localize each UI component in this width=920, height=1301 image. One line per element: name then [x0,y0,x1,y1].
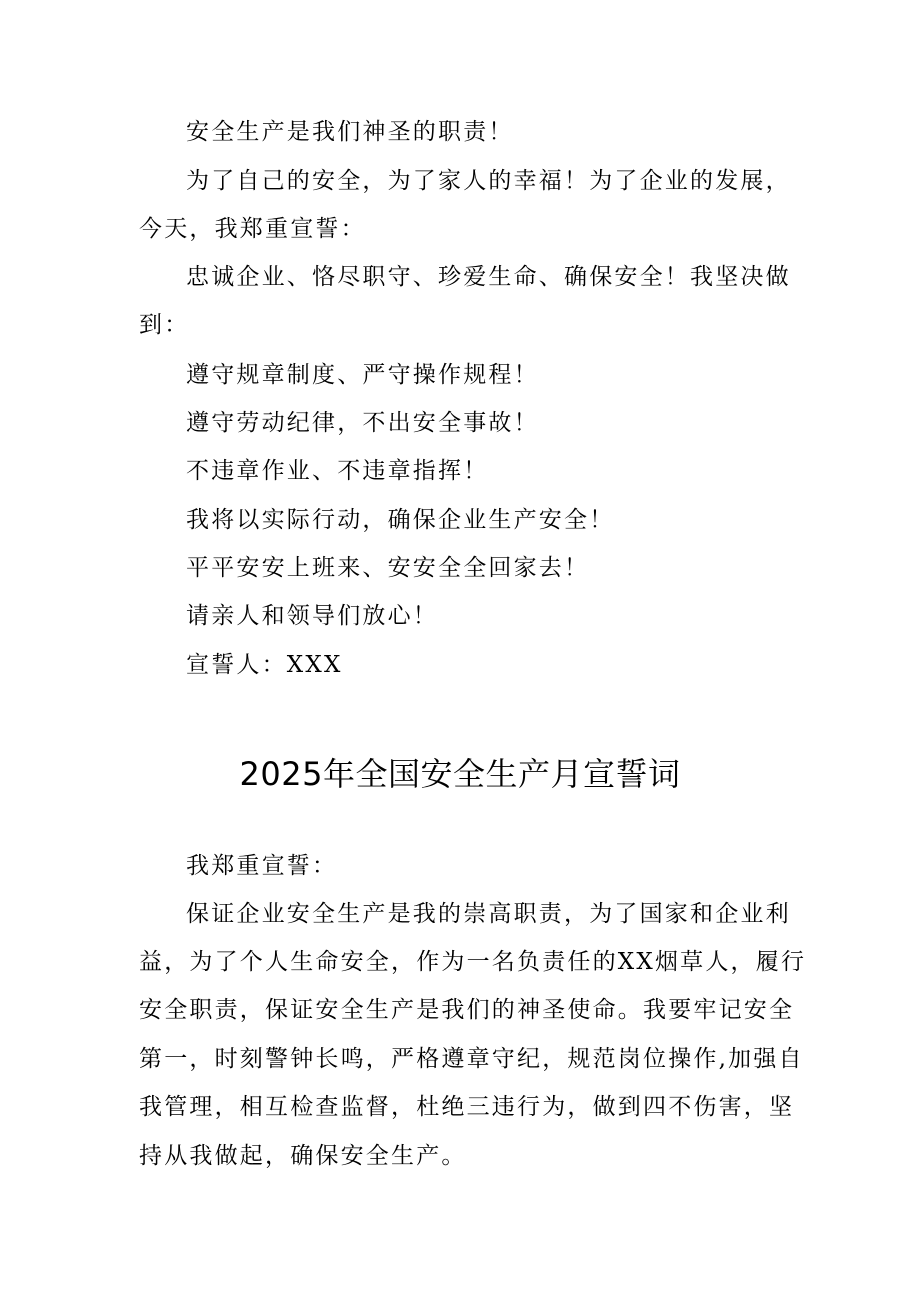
oath-line-action: 我将以实际行动，确保企业生产安全！ [186,507,615,533]
paragraph-line: 我管理，相互检查监督，杜绝三违行为，做到四不伤害，坚 [139,1094,795,1120]
oath-line-loyalty: 忠诚企业、恪尽职守、珍爱生命、确保安全！我坚决做 [186,264,791,290]
paragraph-line: 益，为了个人生命安全，作为一名负责任的XX烟草人，履行 [139,949,807,975]
oath-signatory: 宣誓人：XXX [186,652,343,678]
oath-line-discipline: 遵守劳动纪律，不出安全事故！ [186,410,539,436]
oath-line-rules: 遵守规章制度、严守操作规程！ [186,362,539,388]
section-title: 2025年全国安全生产月宣誓词 [239,755,681,793]
oath-line-no-violation: 不违章作业、不违章指挥！ [186,458,489,484]
oath-line-reassure: 请亲人和领导们放心！ [186,603,438,629]
oath-line-loyalty-cont: 到： [139,312,190,338]
paragraph-line: 安全职责，保证安全生产是我们的神圣使命。我要牢记安全 [139,997,795,1023]
oath2-opening: 我郑重宣誓： [186,853,338,879]
oath-line-duty: 安全生产是我们神圣的职责！ [186,119,514,145]
paragraph-line: 保证企业安全生产是我的崇高职责，为了国家和企业利 [186,901,791,927]
oath-line-today: 今天，我郑重宣誓： [139,216,366,242]
paragraph-line: 持从我做起，确保安全生产。 [139,1143,467,1169]
paragraph-line: 第一，时刻警钟长鸣，严格遵章守纪，规范岗位操作,加强自 [139,1046,804,1072]
oath-line-safe-home: 平平安安上班来、安安全全回家去！ [186,555,590,581]
oath-line-purpose: 为了自己的安全，为了家人的幸福！为了企业的发展， [186,168,791,194]
